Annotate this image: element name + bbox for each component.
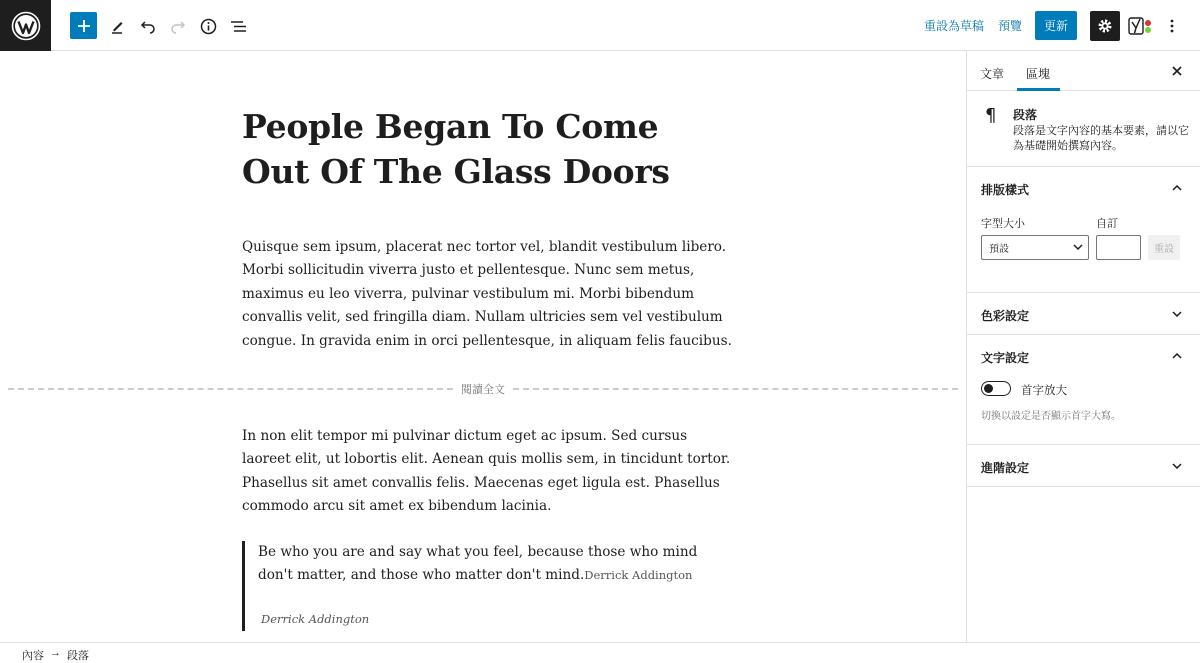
more-divider-right <box>513 388 958 390</box>
advanced-panel[interactable] <box>967 445 1200 487</box>
advanced-panel-title[interactable]: 進階設定 <box>981 461 1030 475</box>
redo-button[interactable] <box>164 12 192 40</box>
wordpress-logo[interactable] <box>0 0 51 51</box>
update-button[interactable]: 更新 <box>1035 11 1077 40</box>
quote-body: Be who you are and say what you feel, because those who mind don't matter, and those who matter don't mind. <box>258 544 698 584</box>
block-breadcrumb <box>0 642 1200 663</box>
typography-panel <box>967 167 1200 293</box>
tools-button[interactable] <box>104 12 132 40</box>
block-card <box>967 91 1200 167</box>
redo-icon <box>170 18 186 34</box>
info-icon <box>200 18 217 35</box>
tab-block[interactable]: 區塊 <box>1026 67 1051 81</box>
text-settings-panel-title[interactable]: 文字設定 <box>981 351 1030 365</box>
more-options-button[interactable] <box>1162 13 1182 39</box>
paragraph-block[interactable]: Quisque sem ipsum, placerat nec tortor vel, blandit vestibulum libero. Morbi sollicitudin viverra justo et pellentesque. Nunc sem metus, maximus eu leo viverra, pulvinar vestibulum mi. Morbi bibendum convallis velit, sed fringilla diam. Nullam ultricies sem vel vestibulum congue. In gravida enim in orci pellentesque, in aliquam felis faucibus. <box>242 239 732 349</box>
yoast-icon <box>1128 16 1154 36</box>
switch-to-draft-button[interactable]: 重設為草稿 <box>924 19 985 33</box>
undo-button[interactable] <box>134 12 162 40</box>
custom-font-size-input[interactable] <box>1096 235 1141 260</box>
toggle-knob <box>984 384 993 393</box>
chevron-down-icon <box>1172 311 1182 317</box>
font-size-select[interactable] <box>981 235 1089 260</box>
yoast-seo-button[interactable] <box>1127 13 1155 39</box>
chevron-down-icon <box>1172 463 1182 469</box>
undo-icon <box>140 18 156 34</box>
vertical-ellipsis-icon <box>1170 19 1174 33</box>
close-icon <box>1172 66 1182 76</box>
details-button[interactable] <box>194 12 222 40</box>
quote-citation[interactable]: Derrick Addington <box>261 612 370 626</box>
block-name: 段落 <box>1013 108 1038 122</box>
color-panel[interactable] <box>967 293 1200 335</box>
plus-icon <box>77 19 91 33</box>
editor-canvas <box>0 51 966 642</box>
breadcrumb-root[interactable]: 內容 <box>22 650 44 662</box>
more-divider-left <box>8 388 453 390</box>
drop-cap-label: 首字放大 <box>1021 385 1067 397</box>
paragraph-icon: ¶ <box>985 105 997 126</box>
quote-block[interactable] <box>242 541 732 631</box>
font-size-label: 字型大小 <box>981 218 1025 230</box>
editor-toolbar <box>0 0 1200 51</box>
custom-size-label: 自訂 <box>1096 218 1118 230</box>
read-more-label: 閱讀全文 <box>461 384 505 396</box>
read-more-separator[interactable] <box>8 381 958 397</box>
add-block-button[interactable] <box>70 12 97 39</box>
settings-button[interactable] <box>1090 11 1120 41</box>
typography-panel-title[interactable]: 排版樣式 <box>981 183 1030 197</box>
breadcrumb-current: 段落 <box>67 650 89 662</box>
color-panel-toggle[interactable] <box>1169 306 1185 322</box>
paragraph-block[interactable]: In non elit tempor mi pulvinar dictum eget ac ipsum. Sed cursus laoreet elit, ut lobortis elit. Aenean quis mollis sem, in tincidunt tortor. Phasellus sit amet convallis felis. Maecenas eget ligula est. Phasellus commodo arcu sit amet ex bibendum lacinia. <box>242 428 731 515</box>
gear-icon <box>1097 18 1113 34</box>
text-settings-panel <box>967 335 1200 445</box>
close-sidebar-button[interactable] <box>1169 63 1185 79</box>
advanced-panel-toggle[interactable] <box>1169 458 1185 474</box>
wordpress-logo-icon <box>11 11 41 41</box>
reset-font-size-button[interactable]: 重設 <box>1148 235 1180 260</box>
chevron-down-icon <box>1073 242 1083 252</box>
quote-text[interactable] <box>258 541 732 588</box>
post-title[interactable]: People Began To Come Out Of The Glass Doors <box>242 107 670 191</box>
block-description: 段落是文字內容的基本要素，請以它為基礎開始撰寫內容。 <box>1013 125 1189 152</box>
list-view-button[interactable] <box>224 12 252 40</box>
typography-panel-toggle[interactable] <box>1169 180 1185 196</box>
list-view-icon <box>230 18 247 35</box>
font-size-select-value: 預設 <box>989 244 1009 255</box>
preview-button[interactable]: 預覽 <box>998 19 1023 33</box>
color-panel-title[interactable]: 色彩設定 <box>981 309 1030 323</box>
arrow-right-icon: → <box>50 647 61 659</box>
drop-cap-help-text: 切換以設定是否顯示首字大寫。 <box>981 411 1121 422</box>
sidebar-tabs <box>967 51 1200 91</box>
quote-inline-citation: Derrick Addington <box>584 568 693 583</box>
chevron-up-icon <box>1172 185 1182 191</box>
settings-sidebar <box>966 51 1200 642</box>
chevron-up-icon <box>1172 353 1182 359</box>
text-settings-panel-toggle[interactable] <box>1169 348 1185 364</box>
tab-document[interactable]: 文章 <box>980 67 1005 81</box>
pencil-icon <box>110 18 126 34</box>
drop-cap-toggle[interactable] <box>981 381 1011 396</box>
